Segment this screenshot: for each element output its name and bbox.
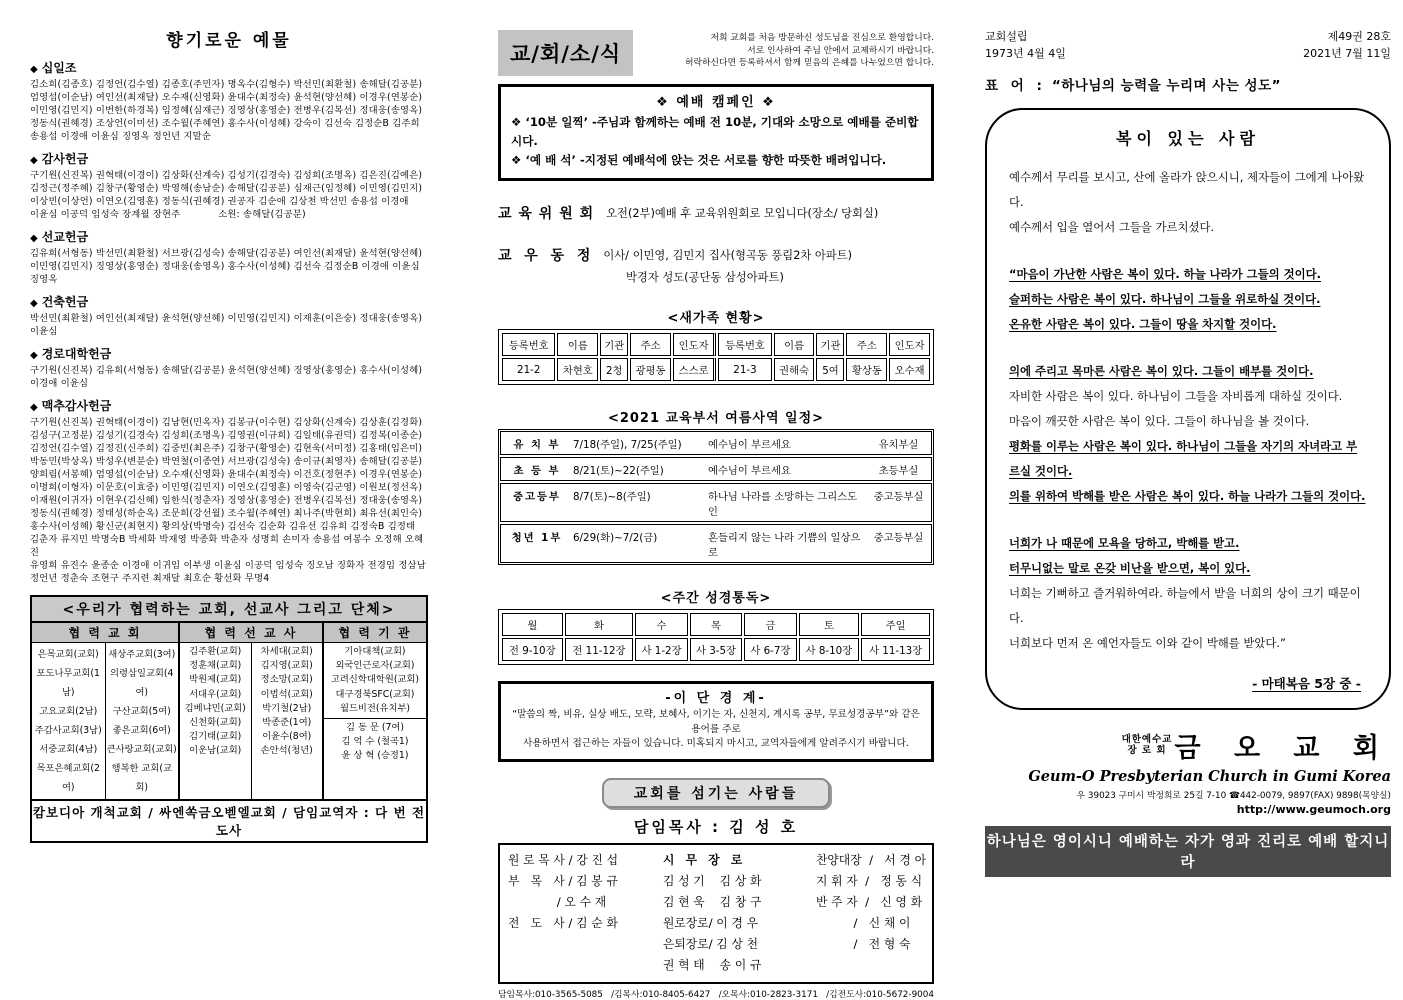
- coop-missionary-item: 이법석(교회): [260, 688, 313, 700]
- summer-date: 7/18(주일), 7/25(주일): [573, 439, 682, 451]
- church-name: 금 오 교 회: [1174, 733, 1391, 764]
- summer-schedule-table: [498, 429, 934, 565]
- cooperation-footer: 캄보디아 개척교회 / 싸엔쏙금오벧엘교회 / 담임교역자 : 다 번 전도사: [30, 801, 428, 843]
- diamond-icon: ◆: [30, 155, 38, 166]
- coop-org-item: 김 억 수 (철곡1): [341, 736, 409, 748]
- name-line: 이명희(이형자) 이문호(이효중) 이민영(김민지) 이연오(김영훈) 이영숙(김군영) 이원보(정선옥): [30, 482, 423, 493]
- member-news-line2: 박경자 성도(공단동 삼성아파트): [626, 271, 784, 284]
- new-family-header-cell: 이름: [774, 333, 815, 356]
- section-heading: [30, 397, 428, 414]
- summer-theme: 하나님 나라를 소망하는 그리스도인: [708, 491, 858, 518]
- name-line: 구기원(신진복) 김유희(서형동) 송해달(김공분) 윤석현(양선혜) 징영상(홍영순) 홍수사(이성혜): [30, 365, 423, 376]
- diamond-icon: ◆: [30, 233, 38, 244]
- name-line: 유영희 유진수 윤종순 이경애 이귀임 이부생 이윤심 이공덕 임성숙 징오남 징화자 전경임 정삼남: [30, 560, 426, 571]
- new-family-cell: 차현호: [557, 358, 598, 381]
- coop-church-item: 목포은혜교회(2여): [36, 763, 100, 793]
- bible-reading-title: <주간 성경통독>: [660, 591, 772, 606]
- coop-org-item: 외국인근로자(교회): [335, 660, 415, 672]
- coop-missionary-item: 김주환(교회): [189, 646, 242, 657]
- name-line: 홍수사(이성혜) 황신군(최현지) 황의상(박명숙) 김선숙 김순화 김유선 김유희 김정숙B 김정태: [30, 521, 416, 532]
- section-heading-label: 감사헌금: [41, 152, 89, 166]
- summer-place: 중고등부실: [873, 532, 924, 544]
- summer-place: 초등부실: [878, 465, 919, 477]
- coop-organizations-header: 협 력 기 관: [324, 623, 426, 643]
- bible-day-cell: 목: [690, 613, 742, 636]
- section-thanks: [30, 150, 428, 221]
- name-line: 이재원(이귀자) 이현우(김신혜) 임한식(정춘자) 징영상(홍영순) 전병우(김복선) 정대웅(송영옥): [30, 495, 423, 506]
- new-family-cell: 2청: [600, 358, 628, 381]
- founded-label: 교회설립: [985, 30, 1028, 43]
- new-family-header-cell: 인도자: [889, 333, 930, 356]
- serving-title: 교회를 섬기는 사람들: [602, 778, 830, 808]
- new-family-header-cell: 인도자: [673, 333, 716, 356]
- edu-committee-label: 교 육 위 원 회: [498, 206, 595, 222]
- name-line: 정언년 정춘숙 조현구 주지련 최재달 최호순 황선화 무명4: [30, 573, 270, 584]
- staff-table: [498, 843, 934, 984]
- new-family-header-cell: 주소: [846, 333, 887, 356]
- welcome-line: 서로 인사하여 주님 안에서 교제하시기 바랍니다.: [747, 45, 934, 56]
- sermon-line: 너희보다 먼저 온 예언자들도 이와 같이 박해를 받았다.”: [1009, 636, 1286, 650]
- section-heading-label: 건축헌금: [41, 295, 89, 309]
- name-line: 이경애 이윤심: [30, 378, 89, 389]
- coop-org-item: 대구경북SFC(교회): [335, 688, 415, 700]
- section-mission: [30, 228, 428, 286]
- summer-date: 8/21(토)~22(주일): [573, 465, 664, 477]
- founded-date: 1973년 4월 4일: [985, 47, 1066, 60]
- sermon-line: 너희는 기뻐하고 즐거워하여라. 하늘에서 받을 너희의 상이 크기 때문이다.: [1009, 586, 1361, 625]
- name-line: 김성구(고정분) 김성기(김경숙) 김성희(조명옥) 김영권(이규희) 김일태(유권덕) 김정복(이종순): [30, 430, 423, 441]
- edu-committee-row: [498, 203, 934, 223]
- name-line: 정동식(권혜경) 정태성(하순옥) 조문희(강선월) 조수월(주혜연) 최나주(박현희) 최유선(최인숙): [30, 508, 423, 519]
- bible-passage-cell: 사 3-5장: [690, 638, 742, 661]
- name-line: 구기원(신진복) 권혁태(이경이) 김남현(민옥자) 김봉규(이수현) 김상화(신계숙) 김상훈(김경화): [30, 417, 423, 428]
- name-line: 엄영섭(이순남) 여인선(최재달) 오수재(신영화) 윤대수(최정숙) 윤석현(양선혜) 이경우(연봉순): [30, 92, 423, 103]
- coop-church-item: 행복한 교회(교회): [111, 763, 172, 793]
- coop-missionary-item: 박기철(2남): [262, 702, 312, 714]
- heresy-line: “말씀의 짝, 비유, 실상 배도, 모략, 보혜사, 이기는 자, 신천지, 계시록 공부, 무료성경공부”와 같은 용어를 주로: [512, 709, 920, 735]
- name-line: 징영옥: [30, 274, 58, 285]
- diamond-icon: ◆: [30, 64, 38, 75]
- member-news-label: 교 우 동 정: [498, 248, 592, 264]
- coop-org-item: 월드비전(유치부): [339, 702, 411, 714]
- member-news-row: [498, 245, 934, 265]
- welcome-line: 허락하신다면 등록하셔서 함께 믿음의 은혜를 나누었으면 합니다.: [684, 58, 934, 68]
- sermon-line: 예수께서 입을 열어서 그들을 가르치셨다.: [1009, 220, 1215, 234]
- coop-missionary-item: 정훈채(교회): [189, 660, 242, 672]
- staff-item: 반 주 자 / 신 영 화: [816, 894, 923, 909]
- coop-church-item: 좋은교회(6여): [112, 725, 171, 736]
- cooperation-title: <우리가 협력하는 교회, 선교사 그리고 단체>: [30, 595, 428, 623]
- sermon-box: [985, 108, 1391, 710]
- section-senior: [30, 345, 428, 390]
- motto-line: [985, 74, 1391, 94]
- coop-church-item: 구산교회(5여): [112, 706, 171, 717]
- coop-missionary-item: 박원제(교회): [189, 674, 242, 686]
- heresy-line: 사용하면서 접근하는 자들이 있습니다. 미혹되지 마시고, 교역자들에게 알려주시기 바랍니다.: [523, 738, 909, 749]
- name-line: 김유희(서형동) 박선민(최환철) 서브광(김성숙) 송해달(김공분) 여인선(최재달) 윤석현(양선혜): [30, 248, 423, 259]
- summer-dept: 유 치 부: [513, 439, 561, 451]
- new-family-header-cell: 기관: [816, 333, 844, 356]
- sermon-line: 너희가 나 때문에 모욕을 당하고, 박해를 받고.: [1009, 536, 1240, 550]
- church-name-english: Geum-O Presbyterian Church in Gumi Korea: [1028, 768, 1391, 785]
- offering-column: [30, 26, 428, 843]
- coop-church-item: 큰사랑교회(교회): [106, 744, 177, 755]
- staff-item: 김 현 욱 김 창 구: [662, 894, 762, 909]
- bible-passage-cell: 전 9-10장: [502, 638, 563, 661]
- new-family-table: [498, 329, 934, 385]
- staff-item: 찬양대장 / 서 경 아: [816, 852, 926, 867]
- new-family-header-cell: 등록번호: [718, 333, 771, 356]
- bible-passage-cell: 사 8-10장: [799, 638, 860, 661]
- bible-day-cell: 화: [565, 613, 634, 636]
- issue-number: 제49권 28호: [1327, 30, 1391, 43]
- coop-churches: [32, 623, 180, 799]
- section-heading: [30, 345, 428, 362]
- new-family-cell: 21-2: [502, 358, 555, 381]
- coop-missionary-item: 정소망(교회): [260, 674, 313, 686]
- serving-header: [498, 778, 934, 808]
- name-line: 이윤심: [30, 326, 58, 337]
- coop-org-item: 윤 상 혁 (승정1): [341, 750, 409, 762]
- phone-entry: /김목사:010-8405-6427: [611, 989, 711, 1000]
- new-family-cell: 광평동: [630, 358, 671, 381]
- sermon-column: [985, 28, 1391, 877]
- news-title-badge: 교/회/소/식: [498, 30, 633, 76]
- new-family-cell: 21-3: [718, 358, 771, 381]
- section-heading-label: 경로대학헌금: [41, 347, 112, 361]
- summer-dept: 초 등 부: [513, 465, 561, 477]
- bible-day-cell: 주일: [861, 613, 930, 636]
- staff-item: / 오 수 재: [508, 894, 607, 909]
- coop-missionaries-header: 협 력 선 교 사: [180, 623, 322, 643]
- cooperation-body: [30, 623, 428, 801]
- sermon-line: 의를 위하여 박해를 받은 사람은 복이 있다. 하늘 나라가 그들의 것이다.: [1009, 489, 1366, 503]
- section-heading: [30, 293, 428, 310]
- summer-place: 중고등부실: [873, 491, 924, 503]
- phone-entry: 담임목사:010-3565-5085: [498, 989, 603, 1000]
- bible-passage-cell: 사 11-13장: [861, 638, 930, 661]
- bible-day-cell: 토: [799, 613, 860, 636]
- bible-day-cell: 월: [502, 613, 563, 636]
- staff-item: 부 목 사 / 김 봉 규: [508, 873, 618, 888]
- name-line: 이윤심 이공덕 임성숙 장계월 장현주 소원: 송해달(김공분): [30, 209, 306, 220]
- masthead: [985, 28, 1391, 62]
- bible-passage-cell: 전 11-12장: [565, 638, 634, 661]
- coop-missionaries: [180, 623, 324, 799]
- diamond-icon: ◆: [30, 402, 38, 413]
- summer-row: [500, 483, 932, 522]
- edu-committee-text: 오전(2부)예배 후 교육위원회로 모입니다(장소/ 당회실): [606, 207, 879, 220]
- new-family-header-cell: 기관: [600, 333, 628, 356]
- new-family-header-cell: 이름: [557, 333, 598, 356]
- name-line: 김소희(김종호) 김정언(김수열) 김종호(주민자) 명옥수(김형수) 박선민(최환철) 송해달(김공분): [30, 79, 423, 90]
- bible-passage-cell: 사 1-2장: [635, 638, 687, 661]
- new-family-cell: 5여: [816, 358, 844, 381]
- founded-block: [985, 28, 1066, 62]
- cooperation-table: [30, 595, 428, 843]
- coop-church-item: 의령삼일교회(4여): [110, 668, 174, 698]
- staff-item: 원 로 목 사 / 강 진 섭: [508, 852, 618, 867]
- staff-item: 지 휘 자 / 정 동 식: [816, 873, 923, 888]
- coop-org-item: 고려신학대학원(교회): [330, 674, 420, 686]
- name-line: 김춘자 류지민 박명숙B 박세화 박재영 박종화 박춘자 성명희 손미자 송용섭 여봉수 오정해 오혜진: [30, 534, 424, 558]
- name-line: 박동민(박상옥) 박성우(변분순) 박연철(이종연) 서브광(김성숙) 송이규(최영자) 송해달(김공분): [30, 456, 423, 467]
- staff-item: 원로장로/ 이 경 우: [662, 915, 758, 930]
- new-family-cell: 권해숙: [774, 358, 815, 381]
- coop-church-item: 포도나무교회(1남): [36, 668, 100, 698]
- sermon-line: “마음이 가난한 사람은 복이 있다. 하늘 나라가 그들의 것이다.: [1009, 267, 1321, 281]
- name-line: 양희림(서봉혜) 엄영섭(이순남) 오수재(신영화) 윤대수(최정숙) 이건호(정현주) 이경우(연봉순): [30, 469, 423, 480]
- coop-org-item: 기아대책(교회): [344, 646, 406, 657]
- bible-day-cell: 금: [744, 613, 796, 636]
- sermon-line: 의에 주리고 목마른 사람은 복이 있다. 그들이 배부를 것이다.: [1009, 364, 1314, 378]
- summer-theme: 흔들리지 않는 나라 기쁨의 일상으로: [708, 532, 861, 559]
- church-website[interactable]: http://www.geumoch.org: [1236, 803, 1391, 816]
- denomination: 대한예수교 장 로 회: [1121, 734, 1173, 756]
- welcome-line: 저희 교회를 처음 방문하신 성도님을 진심으로 환영합니다.: [710, 33, 934, 43]
- phone-entry: /김전도사:010-5672-9004: [826, 989, 934, 1000]
- coop-church-item: 새상주교회(3여): [108, 649, 176, 660]
- coop-church-item: 고요교회(2남): [39, 706, 98, 717]
- name-line: 이민영(김민지) 이번한(하경복) 임정혜(심재근) 징영상(홍영순) 전병우(김복선) 정대웅(송영옥): [30, 105, 423, 116]
- diamond-icon: ◆: [30, 298, 38, 309]
- summer-dept: 중고등부: [513, 491, 561, 503]
- coop-missionary-item: 손안석(청년): [260, 745, 313, 757]
- staff-item: 전 도 사 / 김 순 화: [508, 915, 618, 930]
- staff-item: 김 성 기 김 상 화: [662, 873, 762, 888]
- sermon-line: 평화를 이루는 사람은 복이 있다. 하나님이 그들을 자기의 자녀라고 부르실 것이다.: [1009, 439, 1358, 478]
- summer-theme: 예수님이 부르세요: [708, 439, 791, 451]
- summer-date: 6/29(화)~7/2(금): [573, 532, 658, 544]
- issue-date: 2021년 7월 11일: [1303, 47, 1391, 60]
- name-line: 이민영(김민지) 징영상(홍영순) 정대웅(송영옥) 홍수사(이성혜) 김선숙 김정순B 이경애 이윤심: [30, 261, 420, 272]
- section-heading: [30, 59, 428, 76]
- bible-day-cell: 수: [635, 613, 687, 636]
- new-family-header-cell: 주소: [630, 333, 671, 356]
- summer-row: [500, 457, 932, 481]
- section-tithe: [30, 59, 428, 143]
- campaign-line: ❖ ‘예 배 석’ -지정된 예배석에 앉는 것은 서로를 향한 따뜻한 배려입니다.: [511, 153, 887, 167]
- sermon-line: 예수께서 무리를 보시고, 산에 올라가 앉으시니, 제자들이 그에게 나아왔다.: [1009, 170, 1365, 209]
- summer-row: [500, 431, 932, 455]
- section-harvest: [30, 397, 428, 585]
- coop-missionary-item: 김지영(교회): [260, 660, 313, 672]
- coop-missionary-item: 차세대(교회): [260, 646, 313, 657]
- staff-item: 은퇴장로/ 김 상 천: [662, 936, 758, 951]
- coop-missionary-item: 이운남(교회): [189, 745, 242, 757]
- new-family-title: <새가족 현황>: [667, 311, 765, 326]
- section-heading: [30, 228, 428, 245]
- news-column: [498, 30, 934, 1000]
- sermon-title: 복이 있는 사람: [1116, 129, 1260, 148]
- motto-text: “하나님의 능력을 누리며 사는 성도”: [1051, 78, 1282, 94]
- staff-item: 권 혁 태 송 이 규: [662, 957, 762, 972]
- staff-item: / 신 채 이: [816, 915, 911, 930]
- coop-church-item: 서중교회(4남): [39, 744, 98, 755]
- church-identity: [985, 726, 1391, 816]
- sermon-line: 슬퍼하는 사람은 복이 있다. 하나님이 그들을 위로하실 것이다.: [1009, 292, 1321, 306]
- coop-missionary-item: 이윤수(8여): [262, 731, 312, 743]
- name-line: 송용섭 이경애 이윤심 징영옥 정언년 지말순: [30, 131, 212, 142]
- name-line: 김정언(김수열) 김정진(신주희) 김중빈(최은주) 김창구(황영순) 김현욱(서미정) 김홍태(임은미): [30, 443, 423, 454]
- heresy-warning-box: [498, 681, 934, 762]
- name-line: 이상빈(이상언) 이연오(김영훈) 정동식(권혜경) 권공자 김순애 김상천 박선민 송용섭 이경애: [30, 196, 409, 207]
- coop-organizations: [324, 623, 426, 799]
- news-header: [498, 30, 934, 76]
- sermon-line: 온유한 사람은 복이 있다. 그들이 땅을 차지할 것이다.: [1009, 317, 1277, 331]
- staff-item: / 전 형 숙: [816, 936, 911, 951]
- worship-campaign-box: [498, 84, 934, 181]
- church-address: 우 39023 구미시 박정희로 25길 7-10 ☎442-0079, 9897(FAX) 9898(목양실): [1076, 791, 1391, 801]
- coop-missionary-item: 박종준(1여): [262, 717, 312, 729]
- bible-reading-table: [498, 609, 934, 665]
- summer-schedule-title: <2021 교육부서 여름사역 일정>: [607, 411, 825, 426]
- coop-missionary-item: 김기태(교회): [189, 731, 242, 743]
- coop-missionary-item: 서대우(교회): [189, 688, 242, 700]
- coop-missionary-item: 신천화(교회): [189, 717, 242, 729]
- bible-passage-cell: 사 6-7장: [744, 638, 796, 661]
- issue-block: [1303, 28, 1391, 62]
- sermon-source: - 마태복음 5장 중 -: [1252, 676, 1361, 691]
- offering-title: 향기로운 예물: [166, 31, 292, 51]
- section-heading-label: 십일조: [41, 61, 77, 75]
- coop-church-item: 주감사교회(3남): [34, 725, 102, 736]
- phone-entry: /오목사:010-2823-3171: [718, 989, 818, 1000]
- section-heading-label: 선교헌금: [41, 230, 89, 244]
- name-line: 박선민(최환철) 여인선(최재달) 윤석현(양선혜) 이민영(김민지) 이재훈(이은숭) 정대웅(송영옥): [30, 313, 423, 324]
- summer-theme: 예수님이 부르세요: [708, 465, 791, 477]
- member-news-line1: 이사/ 이민영, 김민지 집사(형곡동 풍림2차 아파트): [603, 249, 853, 262]
- coop-church-item: 은목교회(교회): [37, 649, 99, 660]
- coop-org-item: 김 동 문 (7여): [346, 722, 404, 734]
- name-line: 정동식(권혜경) 조상언(이미선) 조수월(주혜연) 홍수사(이성혜) 강숙이 김선숙 김정순B 김주희: [30, 118, 420, 129]
- new-family-cell: 스스로: [673, 358, 716, 381]
- coop-missionary-item: 김베냐민(교회): [184, 702, 246, 714]
- sermon-line: 터무니없는 말로 온갖 비난을 받으면, 복이 있다.: [1009, 561, 1251, 575]
- new-family-header-cell: 등록번호: [502, 333, 555, 356]
- campaign-title: ❖ 예배 캠페인 ❖: [656, 95, 776, 110]
- verse-banner: 하나님은 영이시니 예배하는 자가 영과 진리로 예배 할지니라: [985, 826, 1391, 877]
- summer-place: 유치부실: [878, 439, 919, 451]
- name-line: 구기원(신진복) 권혁태(이경이) 김상화(신계숙) 김성기(김경숙) 김성희(조명옥) 김은진(김예은): [30, 170, 423, 181]
- senior-pastor-line: 담임목사 : 김 성 호: [633, 817, 799, 836]
- sermon-line: 마음이 깨끗한 사람은 복이 있다. 그들이 하나님을 볼 것이다.: [1009, 414, 1310, 428]
- coop-churches-header: 협 력 교 회: [32, 623, 178, 643]
- sermon-line: 자비한 사람은 복이 있다. 하나님이 그들을 자비롭게 대하실 것이다.: [1009, 389, 1343, 403]
- heresy-title: -이 단 경 계-: [665, 691, 767, 706]
- diamond-icon: ◆: [30, 350, 38, 361]
- new-family-cell: 황상동: [846, 358, 887, 381]
- summer-date: 8/7(토)~8(주일): [573, 491, 651, 503]
- section-heading-label: 맥추감사헌금: [41, 399, 112, 413]
- section-heading: [30, 150, 428, 167]
- section-building: [30, 293, 428, 338]
- motto-label: 표 어 :: [985, 78, 1046, 94]
- name-line: 김정근(정주혜) 김창구(황영순) 박영해(송남순) 송해달(김공분) 심재근(임정혜) 이민영(김민지): [30, 183, 423, 194]
- staff-item: 시 무 장 로: [662, 852, 744, 867]
- campaign-line: ❖ ‘10분 일찍’ -주님과 함께하는 예배 전 10분, 기대와 소망으로 예배를 준비합시다.: [511, 115, 919, 148]
- summer-dept: 청년 1부: [511, 532, 563, 544]
- summer-row: [500, 524, 932, 563]
- new-family-cell: 오수재: [889, 358, 930, 381]
